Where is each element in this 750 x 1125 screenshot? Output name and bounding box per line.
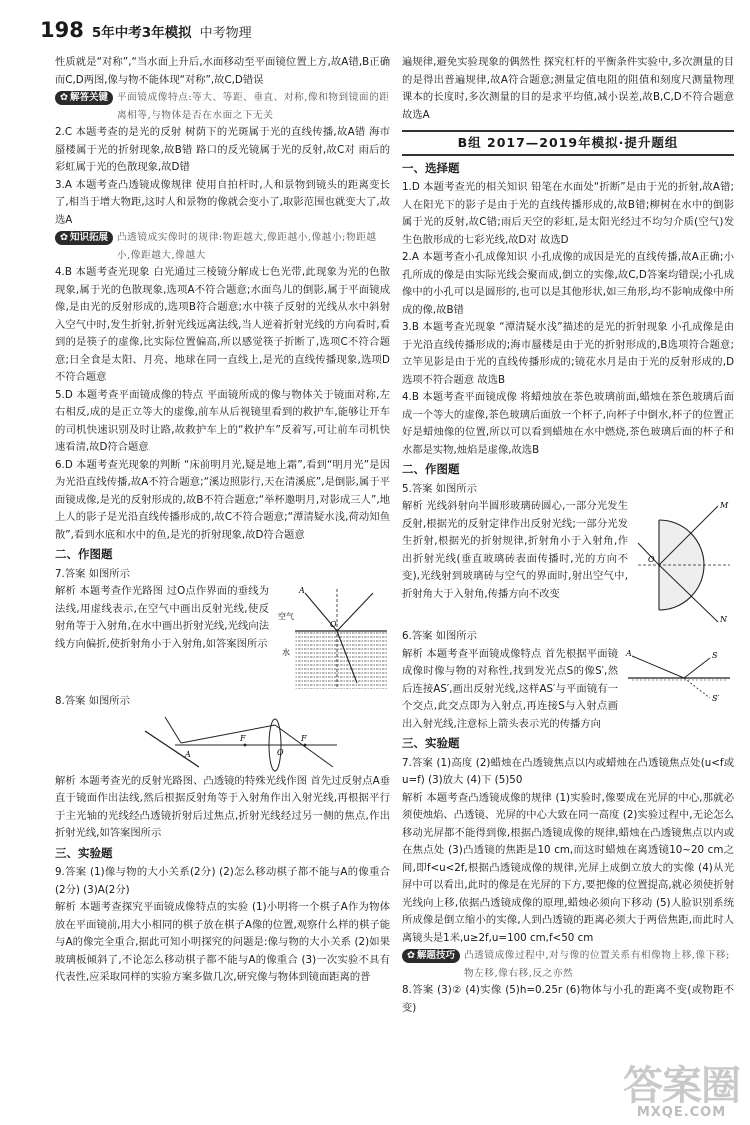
point-a-label: A — [299, 586, 305, 595]
watermark-logo — [623, 1063, 740, 1120]
answer-7-head: 7.答案 如图所示 — [55, 567, 130, 580]
focus-label: F — [240, 733, 246, 743]
focus-label: F — [301, 733, 307, 743]
incident-ray — [165, 717, 181, 743]
refracted-ray — [275, 725, 333, 767]
section-heading: 三、实验题 — [402, 736, 460, 750]
answer-3: 3.B 本题考查光现象 “潭清疑水浅”描述的是光的折射现象 小孔成像是由于光沿直线传播形成的;海市蜃楼是由于光的折射形成的,B选项符合题意;立竿见影是由于光的直线传播形成的;镜花水月是由于光的反射形成的,D选项不符合题意 故选B — [402, 321, 734, 386]
page-number: 198 — [40, 18, 84, 42]
bulb-icon: ✿ — [407, 950, 415, 962]
right-column — [402, 54, 734, 1017]
reflected-ray — [181, 725, 275, 743]
mirror-line — [145, 731, 199, 767]
q5-semicircle-figure — [634, 498, 734, 628]
section-heading: 二、作图题 — [55, 547, 113, 561]
answer-5-row — [402, 498, 734, 628]
q8-lens-figure — [125, 711, 345, 773]
answer-4: 4.B 本题考查光现象 白光通过三棱镜分解成七色光带,此现象为光的色散现象,属于光的色散现象,选项A不符合题意;水面鸟儿的倒影,属于平面镜成像,是由光的反射形成的,选项B符合题意;水中筷子反射的光线从水中斜射入空气中时,发生折射,折射光线远离法线,当人逆着折射光线的方向看时,看到的是筷子的虚像,比实际位置偏高,所以感觉筷子折断了,选项C不符合题意;日全食是太阳、月亮、地球在同一直线上,是光的直线传播现象,选项D不符合题意 — [55, 266, 390, 383]
answer-8-text: 解析 本题考查光的反射光路图、凸透镜的特殊光线作图 首先过反射点A垂直于镜面作出法线,然后根据反射角等于入射角作出入射光线,再根据平行于主光轴的光线经凸透镜折射后过焦点,折射光线经过另一侧的焦点,作出折射光线,如答案图所示 — [55, 774, 390, 839]
point-o-label: O — [330, 620, 337, 629]
tip-box — [55, 89, 390, 124]
answer-7-text: 解析 本题考查作光路图 过O点作界面的垂线为法线,用虚线表示,在空气中画出反射光线,使反射角等于入射角,在水中画出折射光线,光线向法线方向偏折,使折射角小于入射角,如答案图所示 — [55, 585, 269, 650]
water-label: 水 — [282, 648, 290, 657]
book-title: 5年中考3年模拟 — [91, 25, 192, 41]
point-o-label: O — [648, 555, 655, 564]
page-header — [40, 18, 252, 44]
answer-1: 1.D 本题考查光的相关知识 铅笔在水面处“折断”是由于光的折射,故A错;人在阳光下的影子是由于光的直线传播形成的,故B错;柳树在水中的倒影属于光的反射,故C错;雨后天空的彩虹,是太阳光经过不均匀介质(空气)发生色散形成的七彩光线,故D对 故选D — [402, 181, 734, 246]
answer-7-row — [55, 583, 390, 693]
left-column — [55, 54, 390, 987]
group-b-banner: B组 2017—2019年模拟·提升题组 — [402, 130, 734, 156]
incident-ray — [684, 658, 710, 678]
subject-title: 中考物理 — [199, 26, 252, 41]
air-label: 空气 — [278, 612, 294, 621]
bulb-icon: ✿ — [60, 92, 68, 104]
answer-paragraph: 遍规律,避免实验现象的偶然性 探究杠杆的平衡条件实验中,多次测量的目的是得出普遍规律,故A符合题意;测量定值电阻的阻值和刻度尺测量物理课本的长度时,多次测量的目的是求平均值,减小误差,故B,C,D不符合题意 故选A — [402, 56, 734, 121]
point-s-prime-label: S′ — [712, 693, 720, 703]
answer-6: 6.D 本题考查光现象的判断 “床前明月光,疑是地上霜”,看到“明月光”是因为光沿直线传播,故A不符合题意;“溪边照影行,天在清溪底”,是倒影,属于平面镜成像,是光的反射形成的,故B不符合题意;“举杯邀明月,对影成三人”,地上人的影子是光沿直线传播形成的,故C不符合题意;“潭清疑水浅,荷动知鱼散”,看到水底和水中的鱼,是光的折射现象,故D符合题意 — [55, 458, 390, 541]
lens-center-label: O — [277, 747, 284, 757]
answer-2: 2.A 本题考查小孔成像知识 小孔成像的成因是光的直线传播,故A正确;小孔所成的像是由实际光线会聚而成,倒立的实像,故C,D答案均错误;小孔成像中的小孔可以是圆形的,也可以是其他形状,如三角形,均不影响成像中所成的像,故B错 — [402, 251, 734, 316]
answer-6-text: 解析 本题考查平面镜成像特点 首先根据平面镜成像时像与物的对称性,找到发光点S的像S′,然后连接AS′,画出反射光线,这样AS′与平面镜有一个交点,此交点即为入射点,再连接S与入射点画出入射光线,注意标上箭头表示光的传播方向 — [402, 647, 618, 730]
section-heading: 二、作图题 — [402, 462, 460, 476]
answer-2: 2.C 本题考查的是光的反射 树荫下的光斑属于光的直线传播,故A错 海市蜃楼属于光的折射现象,故B错 路口的反光镜属于光的反射,故C对 雨后的彩虹属于光的色散现象,故D错 — [55, 126, 390, 173]
q6-mirror-figure — [624, 646, 734, 706]
virtual-extension — [684, 678, 710, 698]
point-a-label: A — [626, 648, 632, 658]
answer-5-text: 解析 光线斜射向半圆形玻璃砖圆心,一部分光发生反射,根据光的反射定律作出反射光线;一部分光发生折射,根据光的折射规律,折射角小于入射角,作出折射光线(垂直玻璃砖表面传播时,光的方向不变),光线射到玻璃砖与空气的界面时,射出空气中,折射角大于入射角,传播方向不改变 — [402, 500, 628, 600]
tip-text: 凸透镜成实像时的规律:物距越大,像距越小,像越小;物距越小,像距越大,像越大 — [116, 232, 377, 261]
tip-box — [55, 229, 390, 264]
tip-badge: ✿ 解题技巧 — [402, 949, 460, 963]
tip-badge: ✿ 知识拓展 — [55, 231, 113, 245]
section-heading: 三、实验题 — [55, 845, 113, 860]
focus-point — [304, 743, 307, 746]
tip-box — [402, 947, 734, 982]
answer-9-head: 9.答案 (1)像与物的大小关系(2分) (2)怎么移动棋子都不能与A的像重合(2分) (3)A(2分) — [55, 866, 390, 896]
reflected-ray — [337, 593, 373, 631]
point-a-label: A — [185, 749, 191, 759]
section-heading: 一、选择题 — [402, 160, 460, 175]
point-s-label: S — [712, 650, 718, 660]
answer-6-row — [402, 646, 734, 734]
tip-text: 凸透镜成像过程中,对与像的位置关系有相像物上移,像下移;物左移,像右移,反之亦然 — [463, 950, 730, 979]
answer-5-head: 5.答案 如图所示 — [402, 482, 477, 495]
water-region — [295, 631, 387, 689]
answer-paragraph: 性质就是“对称”,“当水面上升后,水面移动至平面镜位置上方,故A错,B正确 而C,D两图,像与物不能体现“对称”,故C,D错误 — [55, 56, 390, 86]
bulb-icon: ✿ — [60, 232, 68, 244]
watermark-main: 答案圈 — [623, 1063, 740, 1109]
answer-8-head: 8.答案 如图所示 — [55, 695, 130, 707]
watermark-sub: MXQE.COM — [636, 1105, 727, 1120]
answer-9-text: 解析 本题考查探究平面镜成像特点的实验 (1)小明将一个棋子A作为物体放在平面镜前,用大小相同的棋子放在棋子A像的位置,观察什么样的棋子能与A的像完全重合,据此可知小明探究的问题是:像与物的大小关系 (2)如果玻璃板倾斜了,不论怎么移动棋子都不能与A的像重合 (3)一次实验不具有代表性,应采取同样的实验方案多做几次,研究像与物体到镜面距离的普 — [55, 901, 390, 983]
answer-8: 8.答案 (3)② (4)实像 (5)h=0.25r (6)物体与小孔的距离不变(或物距不变) — [402, 984, 734, 1014]
reflected-ray — [632, 656, 684, 678]
point-n-label: N — [720, 615, 727, 624]
answer-3: 3.A 本题考查凸透镜成像规律 使用自拍杆时,人和景物到镜头的距离变长了,相当于增大物距,这时人和景物的像就会变小了,取影范围也就变大了,故选A — [55, 178, 390, 226]
tip-badge: ✿ 解答关键 — [55, 91, 113, 105]
focus-point — [244, 743, 247, 746]
answer-5: 5.D 本题考查平面镜成像的特点 平面镜所成的像与物体关于镜面对称,左右相反,成的是正立等大的虚像,前车从后视镜里看到的救护车,能够让开车的司机快速识别及时让路,故救护车上的“救护车”反着写,可让前车司机快速看清,故D符合题意 — [55, 388, 390, 453]
answer-6-head: 6.答案 如图所示 — [402, 630, 477, 642]
tip-text: 平面镜成像特点:等大、等距、垂直、对称,像和物到镜面的距离相等,与物体是否在水面之下无关 — [116, 92, 390, 121]
point-m-label: M — [720, 501, 729, 510]
q7-refraction-figure — [275, 583, 390, 693]
answer-4: 4.B 本题考查平面镜成像 将蜡烛放在茶色玻璃前面,蜡烛在茶色玻璃后面成一个等大的虚像,茶色玻璃后面放一个杯子,向杯子中倒水,杯子的位置正好是蜡烛像的位置,所以可以看到蜡烛在水中燃烧,茶色玻璃后面的杯子和水都是实物,烛焰是虚像,故选B — [402, 391, 734, 456]
answer-7-head: 7.答案 (1)高度 (2)蜡烛在凸透镜焦点以内或蜡烛在凸透镜焦点处(u<f或u=f) (3)放大 (4)下 (5)50 — [402, 756, 734, 786]
answer-7-text: 解析 本题考查凸透镜成像的规律 (1)实验时,像要成在光屏的中心,那就必须使烛焰、凸透镜、光屏的中心大致在同一高度 (2)实验过程中,无论怎么移动光屏都不能得到像,根据凸透镜成像的规律,蜡烛在凸透镜焦点以内或在焦点处 (3)凸透镜的焦距是10 cm,而这时蜡烛在离透镜10~20 cm之间,即f<u<2f,根据凸透镜成像的规律,光屏上成倒立放大的实像 (4)从光屏中可以看出,此时的像是在光屏的下方,要把像的位置提高,就必须使折射光线向上移,依据凸透镜成像的原理,蜡烛必须向下移动 (5)人脸识别系统所成像是倒立缩小的实像,人到凸透镜的距离必须大于两倍焦距,而此时人离镜头是1米,u≥2f,u=100 cm,f<50 cm — [402, 791, 734, 944]
